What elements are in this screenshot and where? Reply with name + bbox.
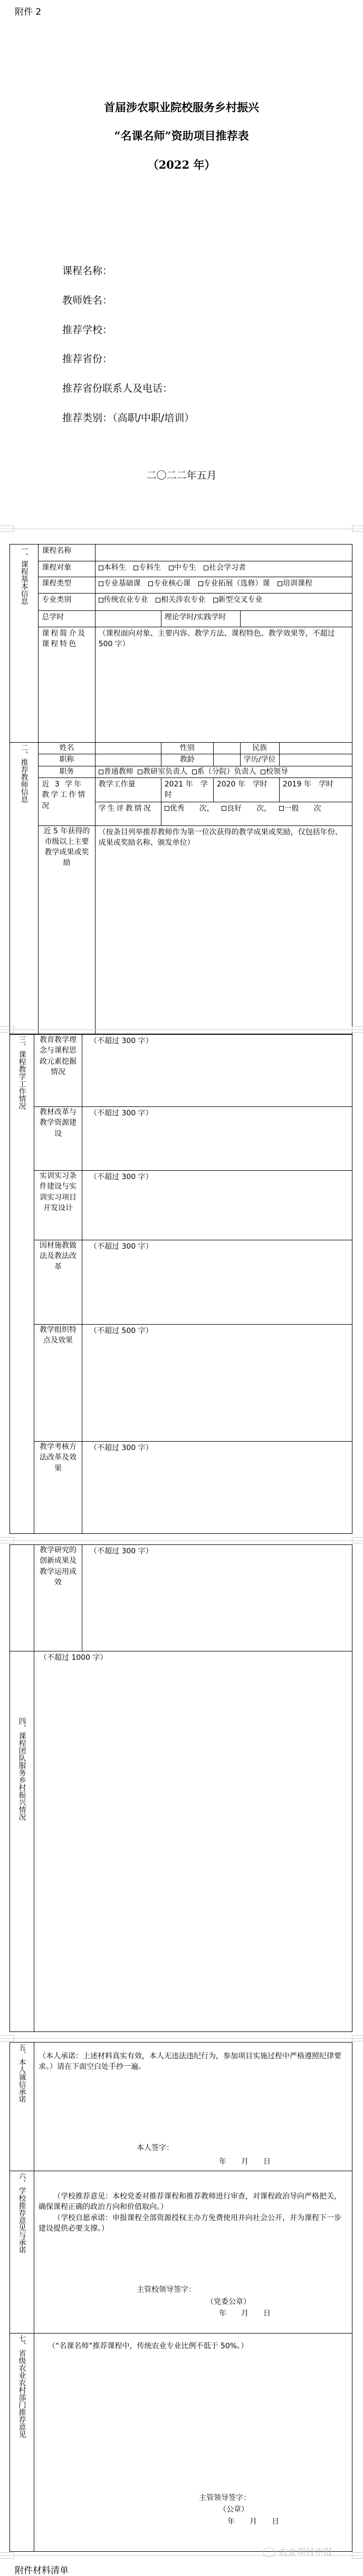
page-break-marker [352,2552,363,2559]
options-evaluation [161,802,352,825]
checkbox-icon [278,581,282,586]
checkbox-basic-course[interactable]: 专业基础课 [99,579,141,588]
section3-heading: 三、课程教学工作情况 [10,1035,34,1534]
checkbox-icon [99,598,103,602]
checkbox-icon [156,598,160,602]
page-break-marker [0,2552,14,2559]
checkbox-good[interactable]: 良好 次， [222,804,271,813]
label-ethnicity: 民族 [240,743,279,754]
section3-continued [10,1545,34,1651]
section6-heading: 六、学校推荐意见与承诺 [10,2171,34,2334]
options-course-type [95,577,352,594]
label-evaluation: 学生评教情况 [95,802,161,825]
hint-text: （不超过 300 字） [90,1109,153,1117]
form-table-page4 [9,1544,352,2032]
page-break-marker [0,2035,14,2042]
checkbox-excellent[interactable]: 优秀 次， [165,804,214,813]
hint-text: （“名课名师”推荐课程中，传统农业专业比例不低于 50%。） [48,2342,249,2350]
checkbox-junior-college[interactable]: 专科生 [133,563,161,572]
label-total-hours: 总学时 [39,611,95,627]
checkbox-elective-course[interactable]: 专业拓展（选修）课 [198,579,270,588]
input-course-intro[interactable] [95,627,352,743]
input-school-recommendation[interactable] [34,2171,352,2334]
checkbox-icon [169,566,174,570]
checkbox-vocational[interactable]: 中专生 [169,563,196,572]
label-workload: 教学工作量 [95,778,161,802]
label-textbook-reform: 教材改革与教学资源建设 [34,1107,82,1171]
label-name: 姓名 [39,743,95,754]
hint-text: （不超过 300 字） [90,1242,153,1251]
hint-text: （不超过 300 字） [90,1444,153,1452]
page-break-marker [352,1026,363,1033]
field-label: 推荐省份联系人及电话： [62,383,173,394]
input-textbook-reform[interactable] [82,1107,352,1171]
page-break-marker [352,2035,363,2042]
checkbox-regular-teacher[interactable]: 普通教师 [99,767,133,776]
input-teaching-organization[interactable] [82,1325,352,1442]
field-label: 推荐学校： [62,324,113,336]
page-break [0,1029,363,1030]
checkbox-icon [99,566,103,570]
page-break-marker [352,1537,363,1543]
wechat-icon [263,2548,275,2557]
input-teaching-years[interactable] [213,754,240,766]
checkbox-dept-head[interactable]: 系（分院）负责人 [192,767,256,776]
input-practical-training[interactable] [82,1171,352,1240]
input-course-name[interactable] [95,545,352,561]
checkbox-icon [198,581,203,586]
label-leader-signature: 主管领导签字： [199,2494,251,2502]
field-province[interactable] [62,351,112,365]
field-category[interactable] [62,410,194,424]
label-date: 年 月 日 [219,2157,271,2166]
input-awards[interactable] [95,825,352,1034]
input-integrity-pledge[interactable] [34,2043,352,2171]
label-education: 学历/学位 [240,754,279,766]
label-title: 职称 [39,754,95,766]
label-gender: 性别 [161,743,213,754]
label-school-leader-signature: 主管校领导签字： [137,2286,196,2294]
field-label: 教师姓名： [62,295,113,306]
input-teaching-philosophy[interactable] [82,1035,352,1107]
page-break-marker [352,526,363,532]
input-rural-service[interactable] [34,1651,352,2032]
label-course-target: 课程对象 [39,561,95,577]
watermark: 农业项目申报 [263,2544,332,2558]
label-awards: 近 5 年获得的市级以上主要教学成果或奖励 [39,825,95,1034]
hint-text: （不超过 500 字） [90,1327,153,1335]
label-theory-practice: 理论学时/实践学时 [161,611,240,627]
label-self-signature: 本人签字： [137,2144,174,2152]
label-major-category: 专业类别 [39,594,95,611]
attachment-label: 附件 2 [15,7,42,17]
section5-heading: 五、本人诚信承诺 [10,2043,34,2171]
checkbox-cross-discipline[interactable]: 新型交叉专业 [213,596,263,604]
checkbox-school-leader[interactable]: 校领导 [261,767,288,776]
input-total-hours[interactable] [95,611,161,627]
field-label: 推荐省份： [62,353,113,365]
checkbox-icon [222,806,226,811]
checkbox-icon [213,598,218,602]
label-teaching-years: 教龄 [161,754,213,766]
label-assessment-reform: 教学考核方法改革及效果 [34,1442,82,1534]
checkbox-icon [148,581,153,586]
checkbox-training-course[interactable]: 培训课程 [278,579,312,588]
page-break-marker [0,1537,14,1543]
checkbox-average[interactable]: 一般 次 [279,804,321,813]
label-party-seal: （党委公章） [206,2298,251,2306]
hint-text: （课程面向对象、主要内容、教学方法、课程特色、教学效果等，不超过 500 字） [98,629,335,649]
hint-text: （学校自愿承诺：申报课程全部资源授权主办方免费使用并向社会公开，并为课程下一步建设提供必要支撑。） [39,2213,341,2233]
label-position: 职务 [39,766,95,778]
section1-heading: 一、课程基本信息 [10,545,39,743]
form-table-page2 [9,544,352,1034]
label-official-seal: （公章） [219,2505,249,2514]
hint-text: （本人承诺：上述材料真实有效，本人无违法违纪行为，参加项目实施过程中严格遵照纪律要求。）请在下面空白处手抄一遍。 [39,2052,341,2072]
checkbox-icon [204,566,208,570]
hint-text: （不超过 1000 字） [40,1654,108,1662]
hint-text: （按条目列举推荐教师作为第一位次获得的教学成果或奖励，仅包括年份、成果或奖励名称、颁发单位） [98,828,342,847]
input-name[interactable] [95,743,161,754]
label-teaching-philosophy: 教育教学理念与课程思政元素挖掘情况 [34,1035,82,1107]
input-theory-practice[interactable] [240,611,352,627]
field-label: 课程名称： [62,265,113,277]
label-practical-training: 实训实习条件建设与实训实习项目开发设计 [34,1171,82,1240]
label-course-name: 课程名称 [39,545,95,561]
hint-text: （不超过 300 字） [90,1037,153,1045]
cover-date: 二〇二二年五月 [146,470,217,481]
attachment-list-label: 附件材料清单 [15,2565,69,2576]
input-workload-2019[interactable]: 2019 年 学时 [279,778,352,802]
form-table-page3 [9,1034,352,1534]
input-assessment-reform[interactable] [82,1442,352,1534]
label-date: 年 月 日 [227,2517,279,2526]
section4-heading: 四、课程团队服务乡村振兴情况 [10,1651,34,2032]
options-position [95,766,352,778]
hint-text: （学校推荐意见：本校党委对推荐课程和推荐教师进行审查，对课程政治导向严格把关，确保课程正确的政治方向和价值取向。） [39,2192,341,2212]
hint-text: （不超过 300 字） [90,1547,153,1556]
input-teaching-research[interactable] [82,1545,352,1651]
options-course-target [95,561,352,577]
checkbox-icon [133,566,138,570]
page-break-marker [0,1026,14,1033]
checkbox-lab-head[interactable]: 教研室负责人 [138,767,187,776]
field-label: 推荐类别：（高职/中职/培训） [62,412,195,424]
section7-heading: 七、省级农业农村部门推荐意见 [10,2334,34,2552]
checkbox-undergrad[interactable]: 本科生 [99,563,126,572]
input-workload-2021[interactable]: 2021 年 学时 [161,778,213,802]
options-major-category [95,594,352,611]
checkbox-icon [138,770,142,774]
input-province-recommendation[interactable] [34,2334,352,2552]
checkbox-icon [165,806,169,811]
doc-title-line2: “名课名师”资助项目推荐表 [114,129,249,142]
checkbox-social-learner[interactable]: 社会学习者 [204,563,246,572]
label-course-intro: 课程简介及课程特色 [39,627,95,743]
form-table-page5 [9,2042,352,2552]
input-workload-2020[interactable]: 2020 年 学时 [213,778,279,802]
checkbox-icon [261,770,265,774]
checkbox-icon [279,806,284,811]
input-individualized-teaching[interactable] [82,1240,352,1325]
input-title[interactable] [95,754,161,766]
input-gender[interactable] [213,743,240,754]
checkbox-icon [192,770,197,774]
field-school[interactable] [62,322,112,336]
page-break-marker [0,526,14,532]
checkbox-icon [99,581,103,586]
field-teacher-name[interactable] [62,293,112,307]
doc-title-year: （2022 年） [147,158,216,171]
hint-text: （不超过 300 字） [90,1173,153,1181]
label-date: 年 月 日 [219,2309,271,2318]
label-recent3: 近 3 学年教学工作情况 [39,778,95,826]
section2-heading: 二、推荐教师信息 [10,743,39,1034]
checkbox-related-agri[interactable]: 相关涉农专业 [156,596,205,604]
label-individualized-teaching: 因材施教做法及教法改革 [34,1240,82,1325]
page-break [0,2038,363,2039]
label-teaching-organization: 教学组织特点及效果 [34,1325,82,1442]
field-course-name[interactable] [62,263,112,277]
input-education[interactable] [279,754,352,766]
doc-title-line1: 首届涉农职业院校服务乡村振兴 [104,101,259,114]
checkbox-core-course[interactable]: 专业核心课 [148,579,190,588]
label-teaching-research: 教学研究的创新成果及教学运用成效 [34,1545,82,1651]
field-province-contact[interactable] [62,381,173,395]
input-ethnicity[interactable] [279,743,352,754]
checkbox-icon [99,770,103,774]
label-course-type: 课程类型 [39,577,95,594]
page-break [0,1540,363,1541]
checkbox-traditional-agri[interactable]: 传统农业专业 [99,596,148,604]
